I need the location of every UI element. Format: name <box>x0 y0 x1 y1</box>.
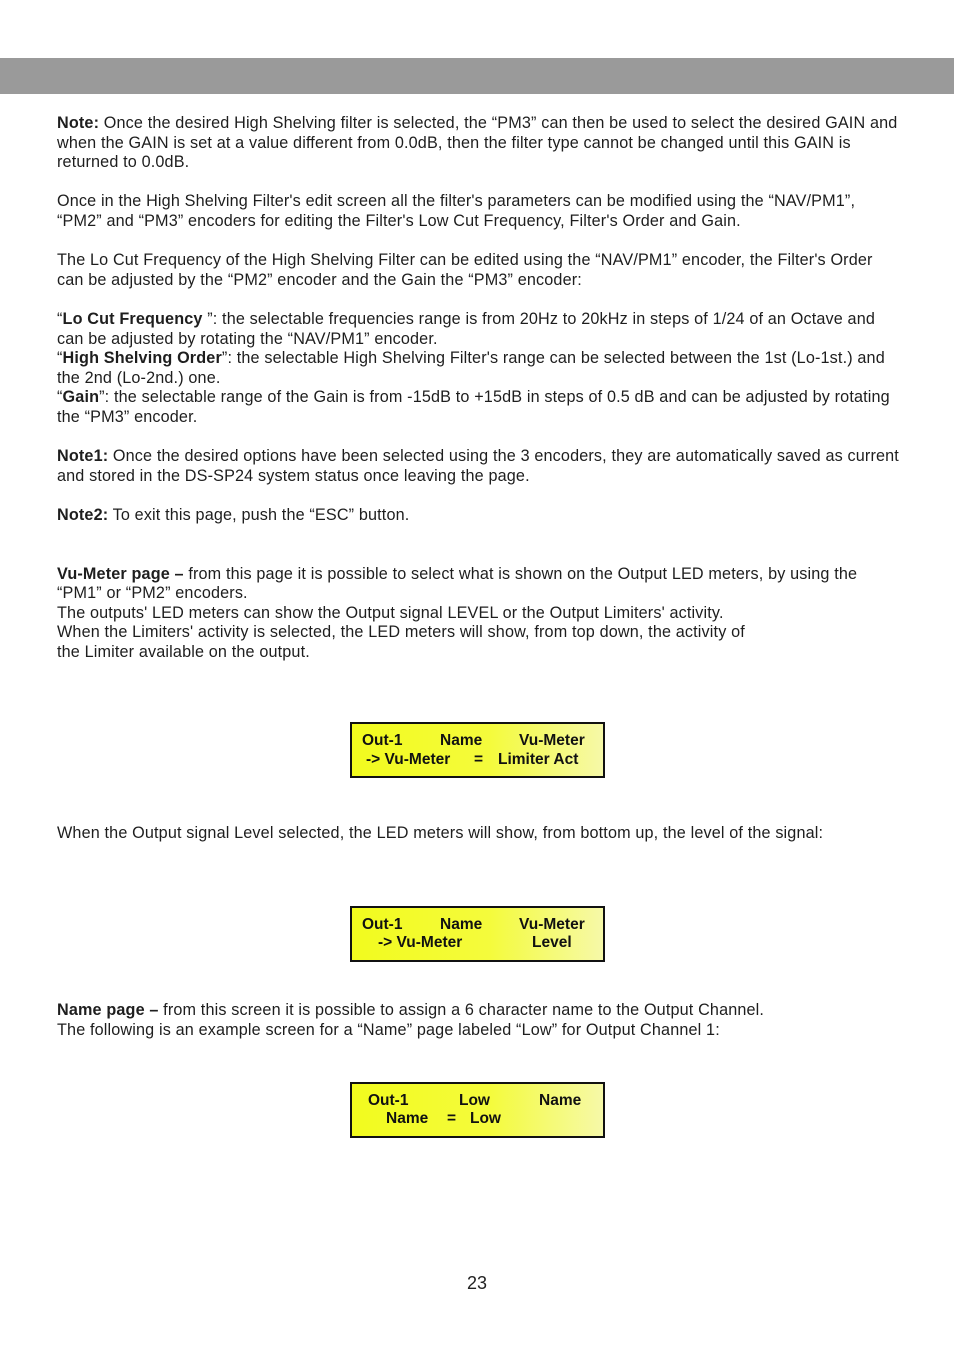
gain-label: Gain <box>62 388 100 407</box>
lcd1-vu-meter: Vu-Meter <box>519 732 585 749</box>
lcd-display-limiter <box>350 722 605 778</box>
note-text: Once the desired High Shelving filter is selected, the “PM3” can then be used to select the desired GAIN and when the GAIN is set at a value different from 0.0dB, then the filter type cannot be changed until this GAIN is returned to 0.0dB. <box>57 114 898 172</box>
lo-cut-frequency-item: “Lo Cut Frequency ”: the selectable frequencies range is from 20Hz to 20kHz in steps of 1/24 of an Octave and can be adjusted by rotating the “NAV/PM1” encoder. <box>57 309 876 348</box>
level-paragraph: When the Output signal Level selected, the LED meters will show, from bottom up, the level of the signal: <box>57 824 824 842</box>
vu-meter-paragraph <box>57 565 902 604</box>
vu-meter-label: Vu-Meter page – <box>57 564 184 583</box>
lcd3-low: Low <box>459 1092 490 1109</box>
vu-meter-line-4: the Limiter available on the output. <box>57 643 310 662</box>
note2-paragraph <box>57 506 902 526</box>
vu-meter-text: from this page it is possible to select what is shown on the Output LED meters, by using the “PM1” or “PM2” encoders. <box>57 564 858 603</box>
lcd3-name: Name <box>539 1092 582 1109</box>
lcd3-name-row2: Name <box>386 1110 429 1127</box>
lo-cut-frequency-text: ”: the selectable frequencies range is from 20Hz to 20kHz in steps of 1/24 of an Octave and can be adjusted by rotating the “NAV/PM1” encoder. <box>57 309 876 348</box>
lcd1-equals: = <box>474 751 484 768</box>
lcd1-out: Out-1 <box>362 732 403 749</box>
lcd3-out: Out-1 <box>368 1092 409 1109</box>
note2-label: Note2: <box>57 505 109 524</box>
lcd2-level: Level <box>532 934 572 951</box>
note-paragraph <box>57 114 902 173</box>
lcd3-low-row2: Low <box>470 1110 501 1127</box>
vu-meter-line-2: The outputs' LED meters can show the Output signal LEVEL or the Output Limiters' activity. <box>57 603 724 622</box>
lcd2-arrow-vu-meter: -> Vu-Meter <box>378 934 463 951</box>
high-shelving-order-text: ”: the selectable High Shelving Filter's range can be selected between the 1st (Lo-1st.) and the 2nd (Lo-2nd.) one. <box>57 349 885 387</box>
lcd-display-name <box>350 1082 605 1138</box>
note1-text: Once the desired options have been selected using the 3 encoders, they are automatically saved as current and stored in the DS-SP24 system status once leaving the page. <box>57 447 899 485</box>
name-page-paragraph <box>57 1001 902 1021</box>
level-section <box>57 824 902 844</box>
lcd1-name: Name <box>440 732 483 749</box>
note2-text: To exit this page, push the “ESC” button. <box>108 505 410 524</box>
gain-item: “Gain”: the selectable range of the Gain is from -15dB to +15dB in steps of 0.5 dB and can be adjusted by rotating the “PM3” encoder. <box>57 388 890 426</box>
lcd2-out: Out-1 <box>362 916 403 933</box>
name-page-text: from this screen it is possible to assign a 6 character name to the Output Channel. <box>158 1001 765 1019</box>
name-page-label: Name page – <box>57 1001 159 1019</box>
high-shelving-order-item: “High Shelving Order”: the selectable High Shelving Filter's range can be selected between the 1st (Lo-1st.) and the 2nd (Lo-2nd.) one. <box>57 349 885 387</box>
gain-text: ”: the selectable range of the Gain is from -15dB to +15dB in steps of 0.5 dB and can be adjusted by rotating the “PM3” encoder. <box>57 388 890 426</box>
header-bar <box>0 58 954 94</box>
lcd2-name: Name <box>440 916 483 933</box>
note1-label: Note1: <box>57 447 109 466</box>
edit-screen-paragraph: Once in the High Shelving Filter's edit screen all the filter's parameters can be modified using the “NAV/PM1”, “PM2” and “PM3” encoders for editing the Filter's Low Cut Frequency, Filter's Order and Gain. <box>57 192 856 230</box>
lo-cut-paragraph: The Lo Cut Frequency of the High Shelving Filter can be edited using the “NAV/PM1” encoder, the Filter's Order can be adjusted by the “PM2” encoder and the Gain the “PM3” encoder: <box>57 251 873 289</box>
lcd1-arrow-vu-meter: -> Vu-Meter <box>366 751 451 768</box>
lcd2-vu-meter: Vu-Meter <box>519 916 585 933</box>
vu-meter-line-3: When the Limiters' activity is selected, the LED meters will show, from top down, the activity of <box>57 623 745 642</box>
high-shelving-order-label: High Shelving Order <box>62 349 222 368</box>
page-number: 23 <box>466 1273 488 1293</box>
lcd3-equals: = <box>447 1110 457 1127</box>
lcd1-limiter-act: Limiter Act <box>498 751 579 768</box>
page-content <box>57 114 902 663</box>
note-label: Note: <box>57 114 100 132</box>
lcd-display-level <box>350 906 605 962</box>
name-section <box>57 1001 902 1040</box>
name-page-line-2: The following is an example screen for a “Name” page labeled “Low” for Output Channel 1: <box>57 1020 720 1039</box>
note1-paragraph <box>57 447 902 486</box>
lo-cut-frequency-label: Lo Cut Frequency <box>62 309 203 328</box>
